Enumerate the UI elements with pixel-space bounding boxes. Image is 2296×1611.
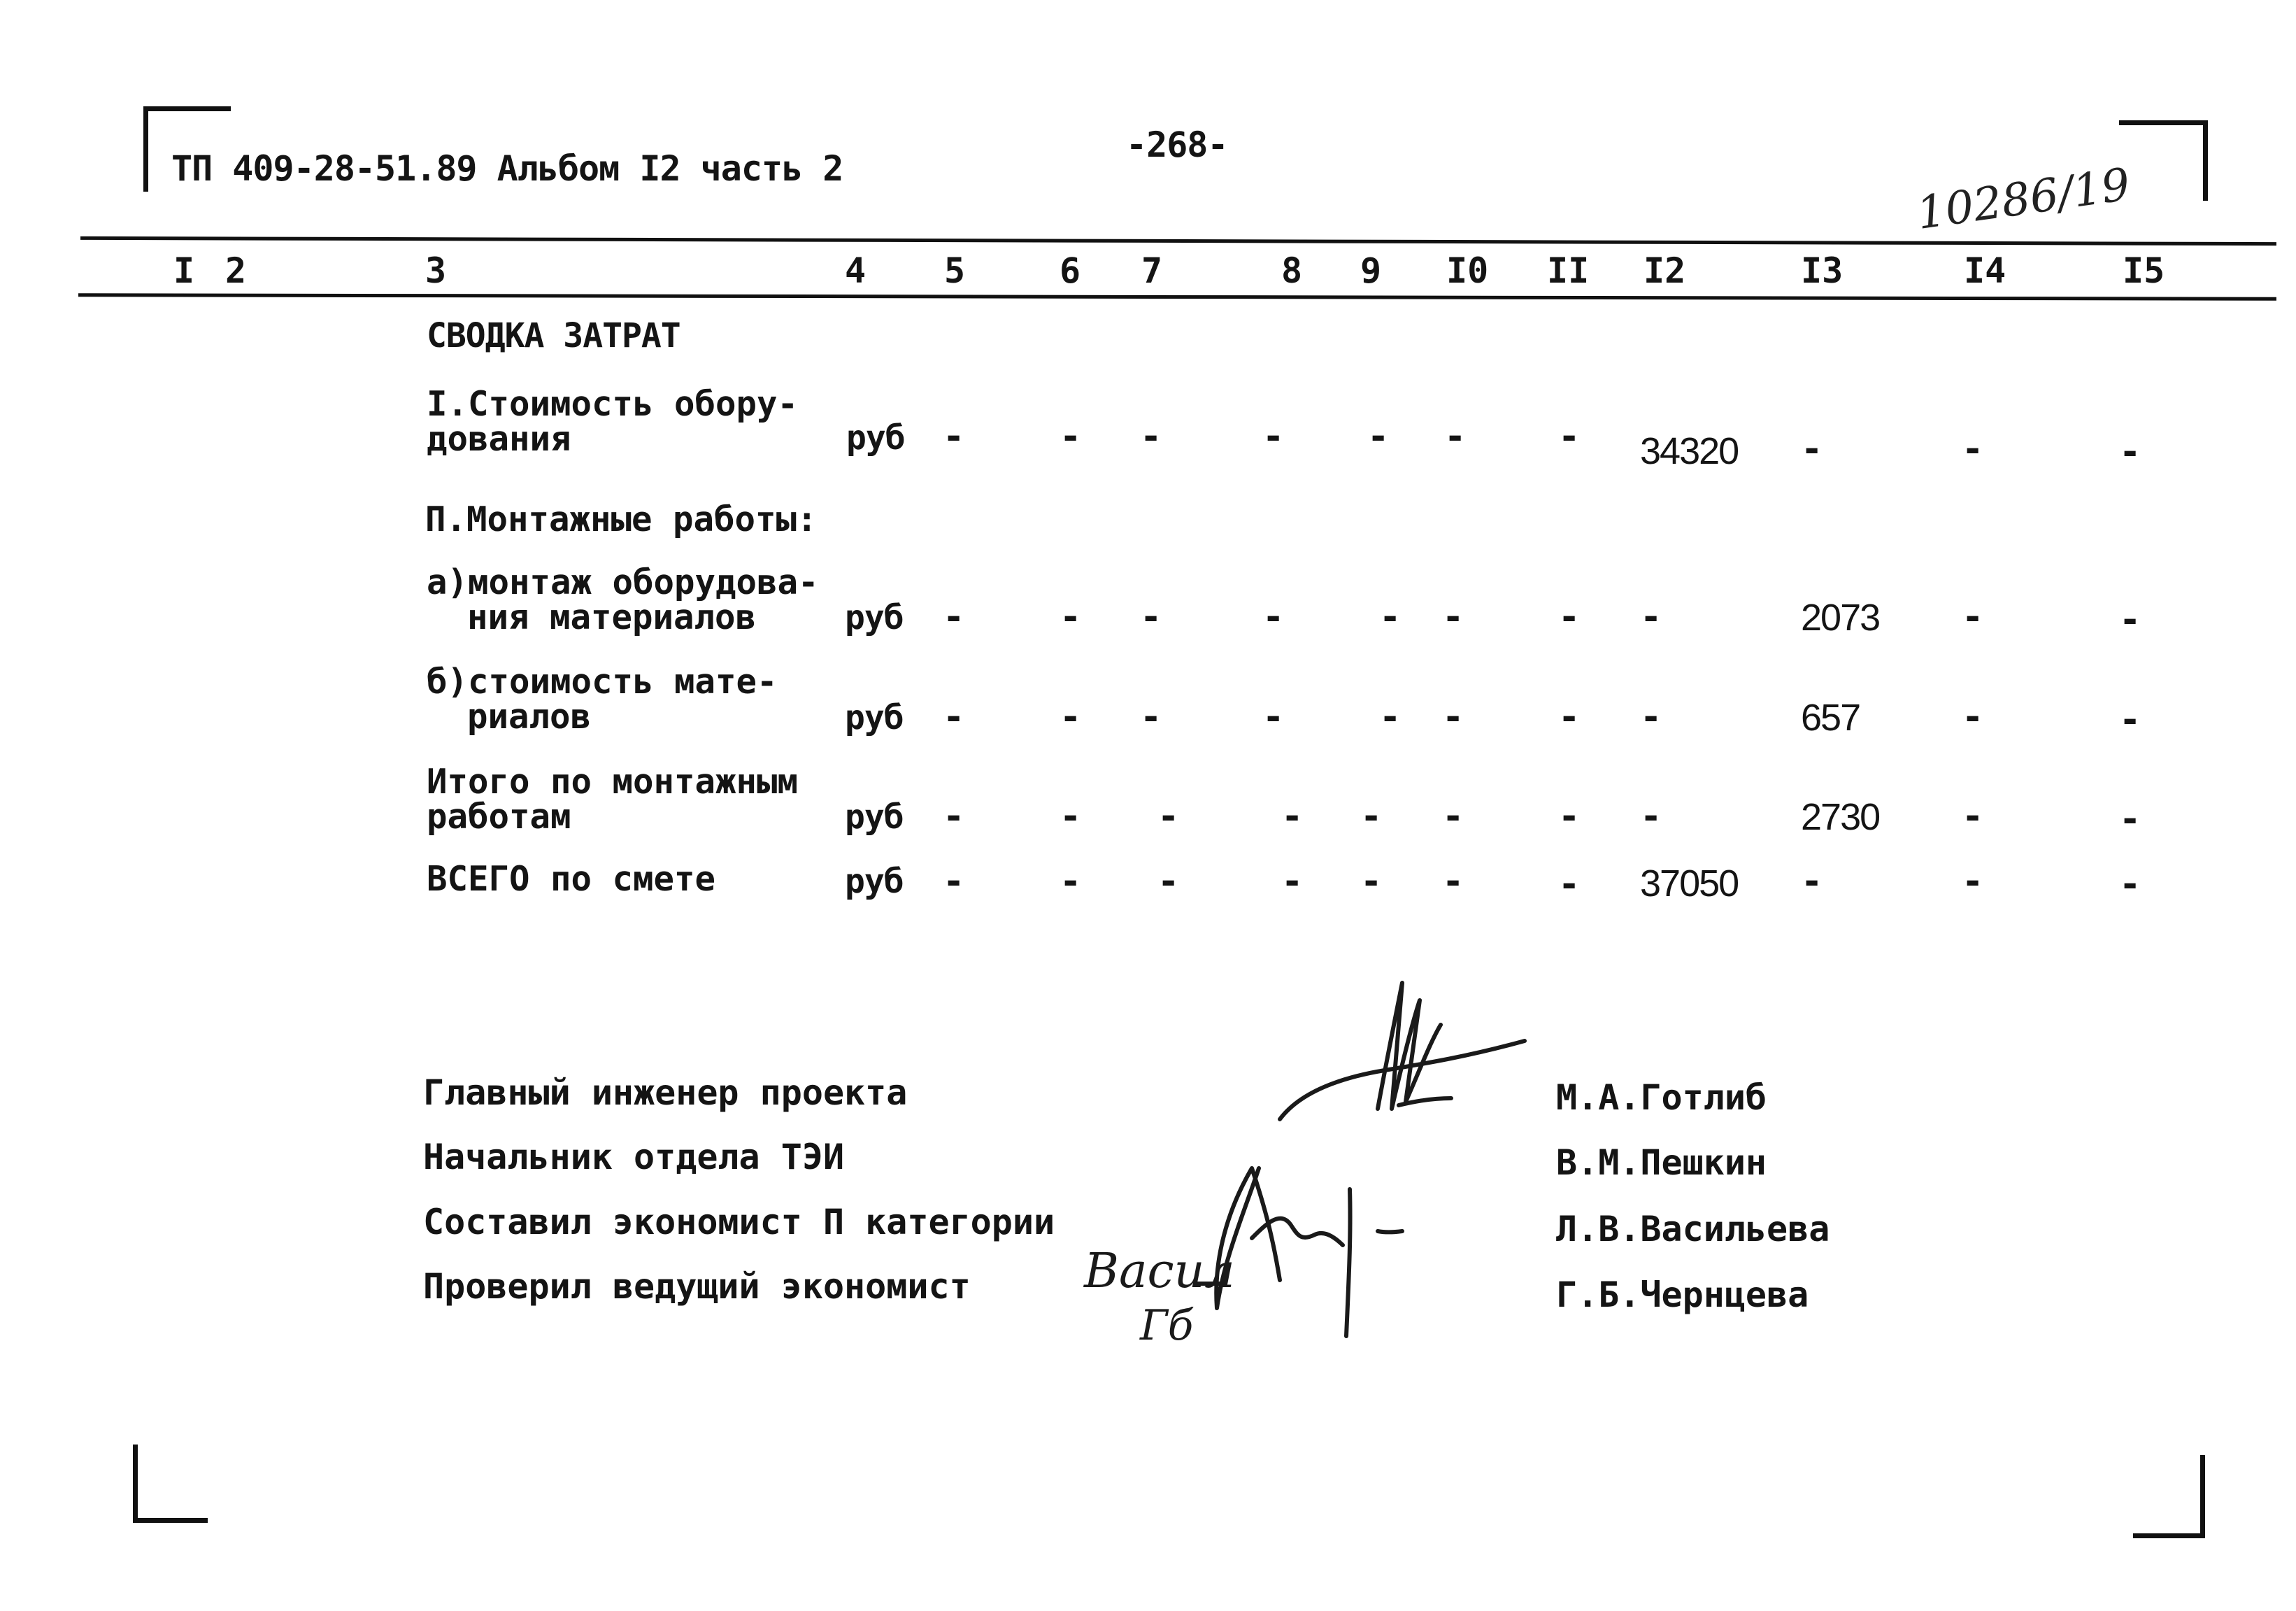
signature-name: В.М.Пешкин: [1556, 1142, 1767, 1183]
cell-c8: -: [1281, 795, 1304, 837]
col-header: I5: [2123, 250, 2165, 291]
cell-c8: -: [1262, 696, 1285, 738]
cell-c5: -: [943, 596, 965, 638]
cell-c13: 2073: [1801, 597, 1880, 639]
cell-c6: -: [1060, 696, 1082, 738]
cell-c9: -: [1360, 795, 1383, 837]
corner-mark-top-right: [2119, 120, 2208, 201]
signature-role: Составил экономист П категории: [423, 1202, 1055, 1242]
col-header: 8: [1281, 250, 1303, 291]
cell-c10: -: [1442, 795, 1464, 837]
document-code: ТП 409-28-51.89 Альбом I2 часть 2: [171, 148, 843, 189]
cell-c15: -: [2119, 599, 2141, 641]
unit-cell: руб: [845, 797, 904, 837]
cell-c9: -: [1379, 596, 1402, 638]
corner-mark-bottom-right: [2133, 1455, 2205, 1538]
cell-c10: -: [1444, 416, 1467, 457]
handwritten-reference: 10286/19: [1913, 159, 2134, 240]
col-header: 9: [1360, 250, 1382, 291]
cell-c7: -: [1140, 596, 1162, 638]
signature-role: Проверил ведущий экономист: [423, 1266, 971, 1307]
cell-c7: -: [1140, 696, 1162, 738]
handwritten-sign-gb: Гб: [1140, 1301, 1194, 1350]
unit-cell: руб: [845, 862, 904, 901]
cell-c13: -: [1801, 860, 1823, 902]
cell-c10: -: [1442, 860, 1464, 902]
col-header: 7: [1141, 250, 1163, 291]
cell-c6: -: [1060, 860, 1082, 902]
cell-c15: -: [2119, 863, 2141, 905]
cell-c8: -: [1262, 596, 1285, 638]
cell-c15: -: [2119, 798, 2141, 840]
cell-c7: -: [1157, 860, 1180, 902]
cell-c12: -: [1640, 696, 1662, 738]
cell-c11: -: [1558, 416, 1581, 457]
col-header: I3: [1801, 250, 1844, 291]
cell-c9: -: [1379, 696, 1402, 738]
col-header: II: [1547, 250, 1590, 291]
cell-c10: -: [1442, 596, 1464, 638]
cell-c6: -: [1060, 596, 1082, 638]
col-header: I0: [1446, 250, 1489, 291]
cell-c14: -: [1962, 860, 1984, 902]
cell-c15: -: [2119, 431, 2141, 473]
cell-c5: -: [943, 795, 965, 837]
row-label: Итого по монтажным работам: [427, 762, 799, 837]
col-header: 2: [225, 250, 247, 291]
signature-name: Л.В.Васильева: [1556, 1209, 1830, 1249]
col-header: 5: [944, 250, 966, 291]
cell-c14: -: [1962, 696, 1984, 738]
corner-mark-bottom-left: [133, 1445, 208, 1523]
cell-c6: -: [1060, 795, 1082, 837]
signature-name: Г.Б.Чернцева: [1556, 1275, 1809, 1315]
col-header: I: [173, 250, 195, 291]
cell-c13: 657: [1801, 697, 1860, 739]
cell-c9: -: [1367, 416, 1390, 457]
col-header: I4: [1964, 250, 2006, 291]
cell-c7: -: [1157, 795, 1180, 837]
signature-role: Главный инженер проекта: [423, 1072, 908, 1113]
cell-c10: -: [1442, 696, 1464, 738]
cell-c6: -: [1060, 416, 1082, 457]
cell-c8: -: [1281, 860, 1304, 902]
row-label: П.Монтажные работы:: [425, 499, 818, 539]
unit-cell: руб: [845, 698, 904, 737]
cell-c12: 34320: [1640, 430, 1739, 472]
col-header: 4: [845, 250, 867, 291]
handwritten-signatures: [1049, 958, 1553, 1364]
signature-role: Начальник отдела ТЭИ: [423, 1137, 845, 1177]
cell-c12: 37050: [1640, 863, 1739, 904]
col-header: 3: [425, 250, 447, 291]
cell-c12: -: [1640, 795, 1662, 837]
cell-c14: -: [1962, 428, 1984, 470]
cell-c15: -: [2119, 699, 2141, 741]
signature-name: М.А.Готлиб: [1556, 1077, 1767, 1118]
cell-c7: -: [1140, 416, 1162, 457]
cell-c5: -: [943, 416, 965, 457]
cell-c14: -: [1962, 795, 1984, 837]
cell-c9: -: [1360, 860, 1383, 902]
handwritten-sign-vasil: Васил: [1084, 1244, 1235, 1299]
row-label: а)монтаж оборудова- ния материалов: [427, 562, 819, 637]
cell-c11: -: [1558, 596, 1581, 638]
section-title: СВОДКА ЗАТРАТ: [427, 316, 680, 355]
unit-cell: руб: [846, 418, 905, 457]
cell-c5: -: [943, 696, 965, 738]
cell-c11: -: [1558, 863, 1581, 905]
row-label: I.Стоимость обору- дования: [427, 384, 799, 459]
table-top-rule: [80, 236, 2276, 246]
cell-c13: 2730: [1801, 796, 1880, 838]
table-header-rule: [78, 293, 2276, 300]
col-header: I2: [1643, 250, 1686, 291]
row-label: б)стоимость мате- риалов: [427, 662, 778, 737]
cell-c11: -: [1558, 795, 1581, 837]
page-number: -268-: [1126, 125, 1228, 165]
col-header: 6: [1060, 250, 1081, 291]
cell-c11: -: [1558, 696, 1581, 738]
cell-c8: -: [1262, 416, 1285, 457]
unit-cell: руб: [845, 598, 904, 637]
cell-c5: -: [943, 860, 965, 902]
cell-c13: -: [1801, 428, 1823, 470]
row-label: ВСЕГО по смете: [427, 859, 716, 899]
cell-c14: -: [1962, 596, 1984, 638]
cell-c12: -: [1640, 596, 1662, 638]
